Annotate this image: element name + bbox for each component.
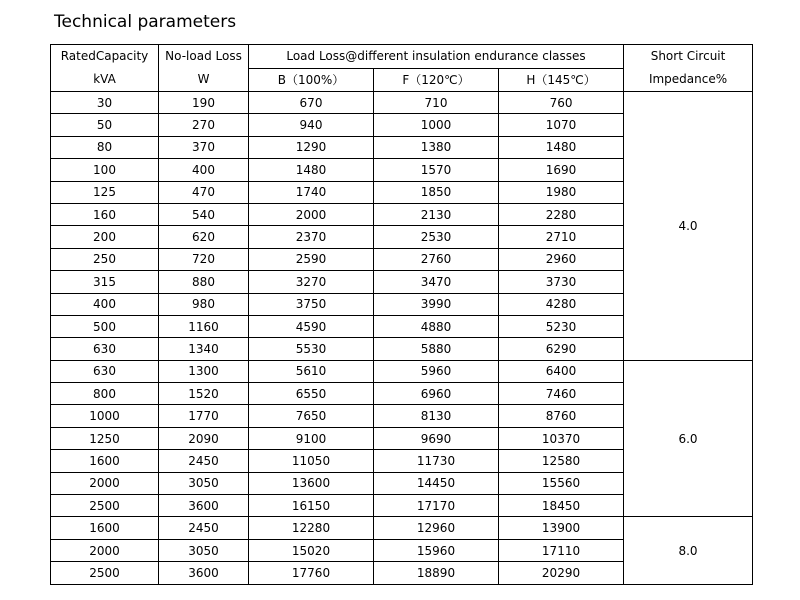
cell-impedance: 6.0 <box>624 360 753 517</box>
cell-noload-loss: 1770 <box>159 405 249 427</box>
cell-capacity: 2000 <box>51 472 159 494</box>
cell-loss-b: 7650 <box>249 405 374 427</box>
cell-loss-h: 1980 <box>499 181 624 203</box>
cell-capacity: 315 <box>51 271 159 293</box>
cell-noload-loss: 1520 <box>159 383 249 405</box>
cell-capacity: 630 <box>51 360 159 382</box>
cell-loss-h: 5230 <box>499 315 624 337</box>
cell-capacity: 2000 <box>51 539 159 561</box>
cell-capacity: 160 <box>51 203 159 225</box>
cell-loss-h: 6290 <box>499 338 624 360</box>
cell-loss-f: 3990 <box>374 293 499 315</box>
cell-loss-b: 11050 <box>249 450 374 472</box>
header-impedance-line1: Short Circuit <box>650 49 726 63</box>
cell-loss-b: 2370 <box>249 226 374 248</box>
cell-capacity: 100 <box>51 159 159 181</box>
cell-capacity: 400 <box>51 293 159 315</box>
cell-loss-f: 1850 <box>374 181 499 203</box>
cell-loss-b: 5530 <box>249 338 374 360</box>
cell-loss-b: 9100 <box>249 427 374 449</box>
cell-loss-h: 3730 <box>499 271 624 293</box>
cell-loss-f: 710 <box>374 92 499 114</box>
cell-loss-f: 5880 <box>374 338 499 360</box>
cell-loss-b: 13600 <box>249 472 374 494</box>
cell-noload-loss: 3050 <box>159 539 249 561</box>
technical-parameters-table <box>50 44 753 585</box>
cell-loss-f: 6960 <box>374 383 499 405</box>
cell-noload-loss: 2450 <box>159 450 249 472</box>
cell-capacity: 250 <box>51 248 159 270</box>
page-title: Technical parameters <box>54 12 237 32</box>
cell-loss-f: 18890 <box>374 562 499 584</box>
cell-loss-h: 1070 <box>499 114 624 136</box>
cell-loss-h: 4280 <box>499 293 624 315</box>
cell-loss-b: 15020 <box>249 539 374 561</box>
cell-loss-h: 6400 <box>499 360 624 382</box>
cell-loss-b: 17760 <box>249 562 374 584</box>
cell-loss-h: 2710 <box>499 226 624 248</box>
cell-capacity: 50 <box>51 114 159 136</box>
cell-loss-f: 2530 <box>374 226 499 248</box>
header-class-b: B（100%） <box>249 68 374 92</box>
header-noload-loss-line1: No-load Loss <box>165 49 242 63</box>
cell-capacity: 630 <box>51 338 159 360</box>
cell-loss-h: 2280 <box>499 203 624 225</box>
cell-noload-loss: 3050 <box>159 472 249 494</box>
cell-loss-f: 2760 <box>374 248 499 270</box>
cell-capacity: 1600 <box>51 517 159 539</box>
cell-noload-loss: 1160 <box>159 315 249 337</box>
cell-loss-f: 12960 <box>374 517 499 539</box>
cell-loss-f: 4880 <box>374 315 499 337</box>
header-impedance <box>624 45 753 92</box>
cell-loss-f: 8130 <box>374 405 499 427</box>
cell-loss-f: 3470 <box>374 271 499 293</box>
cell-loss-h: 1480 <box>499 136 624 158</box>
cell-noload-loss: 880 <box>159 271 249 293</box>
cell-loss-f: 2130 <box>374 203 499 225</box>
cell-loss-h: 12580 <box>499 450 624 472</box>
cell-noload-loss: 270 <box>159 114 249 136</box>
header-noload-loss <box>159 45 249 92</box>
cell-loss-b: 2000 <box>249 203 374 225</box>
cell-noload-loss: 190 <box>159 92 249 114</box>
cell-loss-f: 1000 <box>374 114 499 136</box>
cell-loss-f: 9690 <box>374 427 499 449</box>
cell-loss-b: 940 <box>249 114 374 136</box>
cell-impedance: 4.0 <box>624 92 753 361</box>
cell-loss-h: 8760 <box>499 405 624 427</box>
cell-noload-loss: 980 <box>159 293 249 315</box>
header-noload-loss-unit: W <box>197 72 210 86</box>
cell-loss-h: 18450 <box>499 495 624 517</box>
cell-loss-b: 4590 <box>249 315 374 337</box>
cell-loss-h: 2960 <box>499 248 624 270</box>
cell-capacity: 1000 <box>51 405 159 427</box>
cell-impedance: 8.0 <box>624 517 753 584</box>
table-row <box>51 517 753 539</box>
cell-noload-loss: 370 <box>159 136 249 158</box>
cell-loss-b: 16150 <box>249 495 374 517</box>
cell-loss-b: 670 <box>249 92 374 114</box>
cell-loss-h: 10370 <box>499 427 624 449</box>
cell-loss-h: 17110 <box>499 539 624 561</box>
cell-capacity: 1250 <box>51 427 159 449</box>
cell-capacity: 125 <box>51 181 159 203</box>
cell-noload-loss: 540 <box>159 203 249 225</box>
cell-loss-h: 13900 <box>499 517 624 539</box>
cell-capacity: 30 <box>51 92 159 114</box>
cell-noload-loss: 400 <box>159 159 249 181</box>
header-impedance-line2: Impedance% <box>648 72 728 86</box>
cell-loss-f: 17170 <box>374 495 499 517</box>
cell-loss-b: 3270 <box>249 271 374 293</box>
cell-noload-loss: 1340 <box>159 338 249 360</box>
cell-loss-f: 1570 <box>374 159 499 181</box>
cell-loss-f: 1380 <box>374 136 499 158</box>
cell-noload-loss: 720 <box>159 248 249 270</box>
header-class-h: H（145℃） <box>499 68 624 92</box>
table-row <box>51 92 753 114</box>
cell-noload-loss: 2450 <box>159 517 249 539</box>
cell-loss-f: 15960 <box>374 539 499 561</box>
cell-loss-h: 7460 <box>499 383 624 405</box>
cell-loss-b: 1480 <box>249 159 374 181</box>
cell-noload-loss: 3600 <box>159 495 249 517</box>
cell-noload-loss: 2090 <box>159 427 249 449</box>
header-rated-capacity <box>51 45 159 92</box>
cell-capacity: 2500 <box>51 562 159 584</box>
table-header <box>51 45 753 92</box>
cell-capacity: 500 <box>51 315 159 337</box>
cell-loss-b: 6550 <box>249 383 374 405</box>
cell-capacity: 200 <box>51 226 159 248</box>
cell-loss-h: 20290 <box>499 562 624 584</box>
cell-loss-b: 2590 <box>249 248 374 270</box>
cell-loss-h: 15560 <box>499 472 624 494</box>
cell-loss-b: 1740 <box>249 181 374 203</box>
header-class-f: F（120℃） <box>374 68 499 92</box>
cell-loss-f: 11730 <box>374 450 499 472</box>
cell-loss-b: 5610 <box>249 360 374 382</box>
header-load-loss: Load Loss@different insulation endurance classes <box>249 45 624 69</box>
cell-capacity: 80 <box>51 136 159 158</box>
cell-loss-b: 3750 <box>249 293 374 315</box>
cell-noload-loss: 3600 <box>159 562 249 584</box>
header-rated-capacity-unit: kVA <box>93 72 116 86</box>
cell-capacity: 800 <box>51 383 159 405</box>
table-row <box>51 360 753 382</box>
cell-noload-loss: 470 <box>159 181 249 203</box>
cell-loss-b: 12280 <box>249 517 374 539</box>
cell-noload-loss: 1300 <box>159 360 249 382</box>
table-body <box>51 92 753 585</box>
cell-loss-h: 760 <box>499 92 624 114</box>
cell-capacity: 1600 <box>51 450 159 472</box>
cell-loss-f: 14450 <box>374 472 499 494</box>
header-rated-capacity-line1: RatedCapacity <box>60 49 149 63</box>
cell-loss-h: 1690 <box>499 159 624 181</box>
cell-loss-f: 5960 <box>374 360 499 382</box>
cell-loss-b: 1290 <box>249 136 374 158</box>
cell-capacity: 2500 <box>51 495 159 517</box>
cell-noload-loss: 620 <box>159 226 249 248</box>
